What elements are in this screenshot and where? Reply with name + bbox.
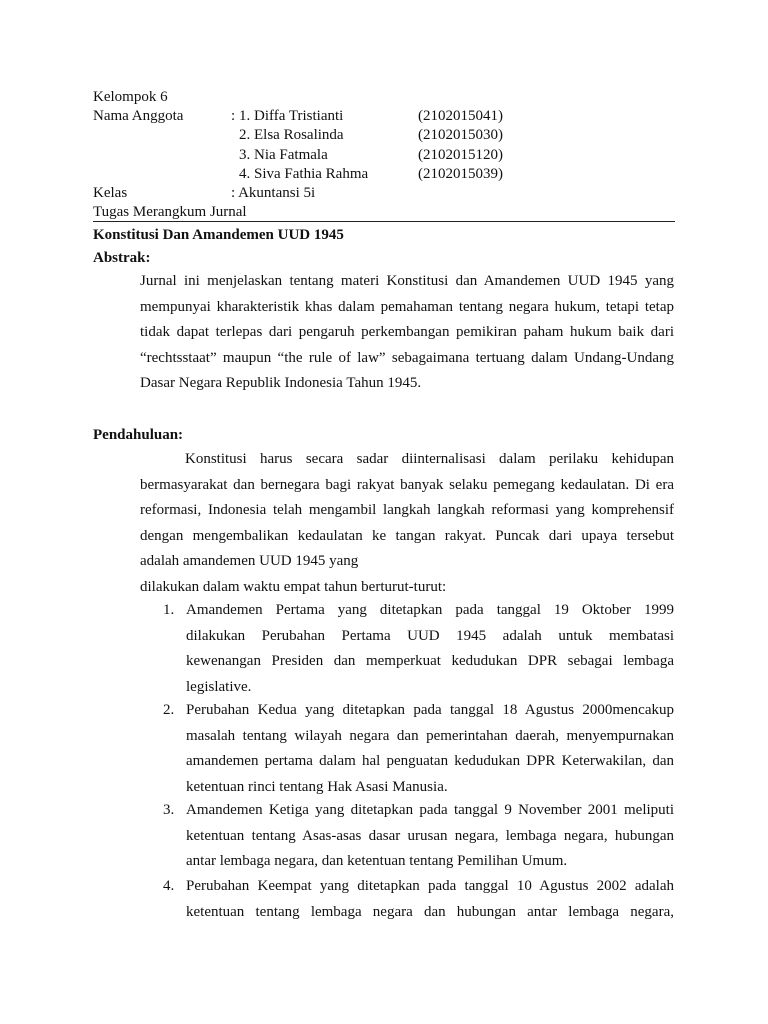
paragraph-line: dilakukan dalam waktu empat tahun berturut-turut:: [140, 578, 447, 595]
abstrak-heading: Abstrak:: [93, 250, 151, 266]
member-name: 2. Elsa Rosalinda: [239, 127, 344, 143]
paragraph-line: ketentuan tentang Asas-asas dasar urusan negara, lembaga negara, hubungan: [186, 827, 674, 844]
list-number: 2.: [163, 702, 175, 718]
paragraph-line: Amandemen Pertama yang ditetapkan pada tanggal 19 Oktober 1999: [186, 602, 674, 618]
paragraph-line: kewenangan Presiden dan memperkuat kedudukan DPR sebagai lembaga: [186, 653, 674, 670]
paragraph-line: tidak dapat terlepas dari pengaruh perkembangan pemikiran paham hukum baik dari: [140, 324, 674, 341]
kelas-value: : Akuntansi 5i: [231, 185, 316, 201]
paragraph-line: Dasar Negara Republik Indonesia Tahun 1945.: [140, 375, 422, 392]
paragraph-line: legislative.: [186, 678, 252, 695]
member-name: 1. Diffa Tristianti: [239, 108, 344, 124]
pendahuluan-paragraph: [140, 447, 674, 601]
paragraph-line: mempunyai kharakteristik khas dalam pemahaman tentang negara hukum, tetapi tetap: [140, 298, 674, 315]
member-row: [93, 145, 513, 165]
list-number: 1.: [163, 602, 175, 618]
paragraph-line: amandemen pertama dalam hal penguatan kedudukan DPR Keterwakilan, dan: [186, 753, 674, 770]
paragraph-line: Perubahan Keempat yang ditetapkan pada tanggal 10 Agustus 2002 adalah: [186, 878, 674, 894]
paragraph-line: dilakukan Perubahan Pertama UUD 1945 adalah untuk membatasi: [186, 627, 674, 644]
paragraph-line: reformasi, Indonesia telah mengambil langkah langkah reformasi yang komprehensif: [140, 502, 674, 519]
paragraph-line: Konstitusi harus secara sadar diinternalisasi dalam perilaku kehidupan: [185, 451, 674, 467]
list-item-body: [186, 698, 674, 800]
paragraph-line: Amandemen Ketiga yang ditetapkan pada tanggal 9 November 2001 meliputi: [186, 802, 674, 818]
paragraph-line: masalah tentang wilayah negara dan pemerintahan daerah, menyempurnakan: [186, 727, 674, 744]
list-item-body: [186, 874, 674, 925]
kelas-row: [93, 183, 513, 203]
member-name: 3. Nia Fatmala: [239, 147, 328, 163]
list-item-body: [186, 598, 674, 700]
paragraph-line: dengan mengembalikan kedaulatan ke tangan rakyat. Puncak dari upaya tersebut: [140, 527, 674, 544]
member-nim: (2102015041): [418, 108, 503, 124]
header-divider: [93, 221, 675, 222]
list-item-body: [186, 798, 674, 875]
paragraph-line: bermasyarakat dan bernegara bagi rakyat banyak selaku pemegang kedaulatan. Di era: [140, 476, 674, 493]
member-row: [93, 164, 513, 184]
member-nim: (2102015039): [418, 166, 503, 182]
member-nim: (2102015120): [418, 147, 503, 163]
abstrak-paragraph: [140, 269, 674, 397]
kelas-label: Kelas: [93, 185, 128, 201]
paragraph-line: ketentuan tentang lembaga negara dan hubungan antar lembaga negara,: [186, 903, 674, 920]
pendahuluan-heading: Pendahuluan:: [93, 427, 184, 443]
member-name: 4. Siva Fathia Rahma: [239, 166, 369, 182]
member-row: [93, 125, 513, 145]
paragraph-line: ketentuan rinci tentang Hak Asasi Manusia.: [186, 778, 448, 795]
member-row: [93, 106, 513, 126]
member-nim: (2102015030): [418, 127, 503, 143]
kelompok-text: Kelompok 6: [93, 89, 168, 105]
paragraph-line: antar lembaga negara, dan ketentuan tentang Pemilihan Umum.: [186, 853, 568, 870]
colon: :: [231, 108, 236, 124]
document-title: Konstitusi Dan Amandemen UUD 1945: [93, 227, 344, 243]
paragraph-line: adalah amandemen UUD 1945 yang: [140, 553, 359, 570]
tugas-text: Tugas Merangkum Jurnal: [93, 204, 247, 220]
nama-anggota-label: Nama Anggota: [93, 108, 184, 124]
paragraph-line: “rechtsstaat” maupun “the rule of law” sebagaimana tertuang dalam Undang-Undang: [140, 349, 674, 366]
list-number: 4.: [163, 878, 175, 894]
paragraph-line: Jurnal ini menjelaskan tentang materi Konstitusi dan Amandemen UUD 1945 yang: [140, 273, 674, 289]
paragraph-line: Perubahan Kedua yang ditetapkan pada tanggal 18 Agustus 2000mencakup: [186, 702, 674, 718]
list-number: 3.: [163, 802, 175, 818]
